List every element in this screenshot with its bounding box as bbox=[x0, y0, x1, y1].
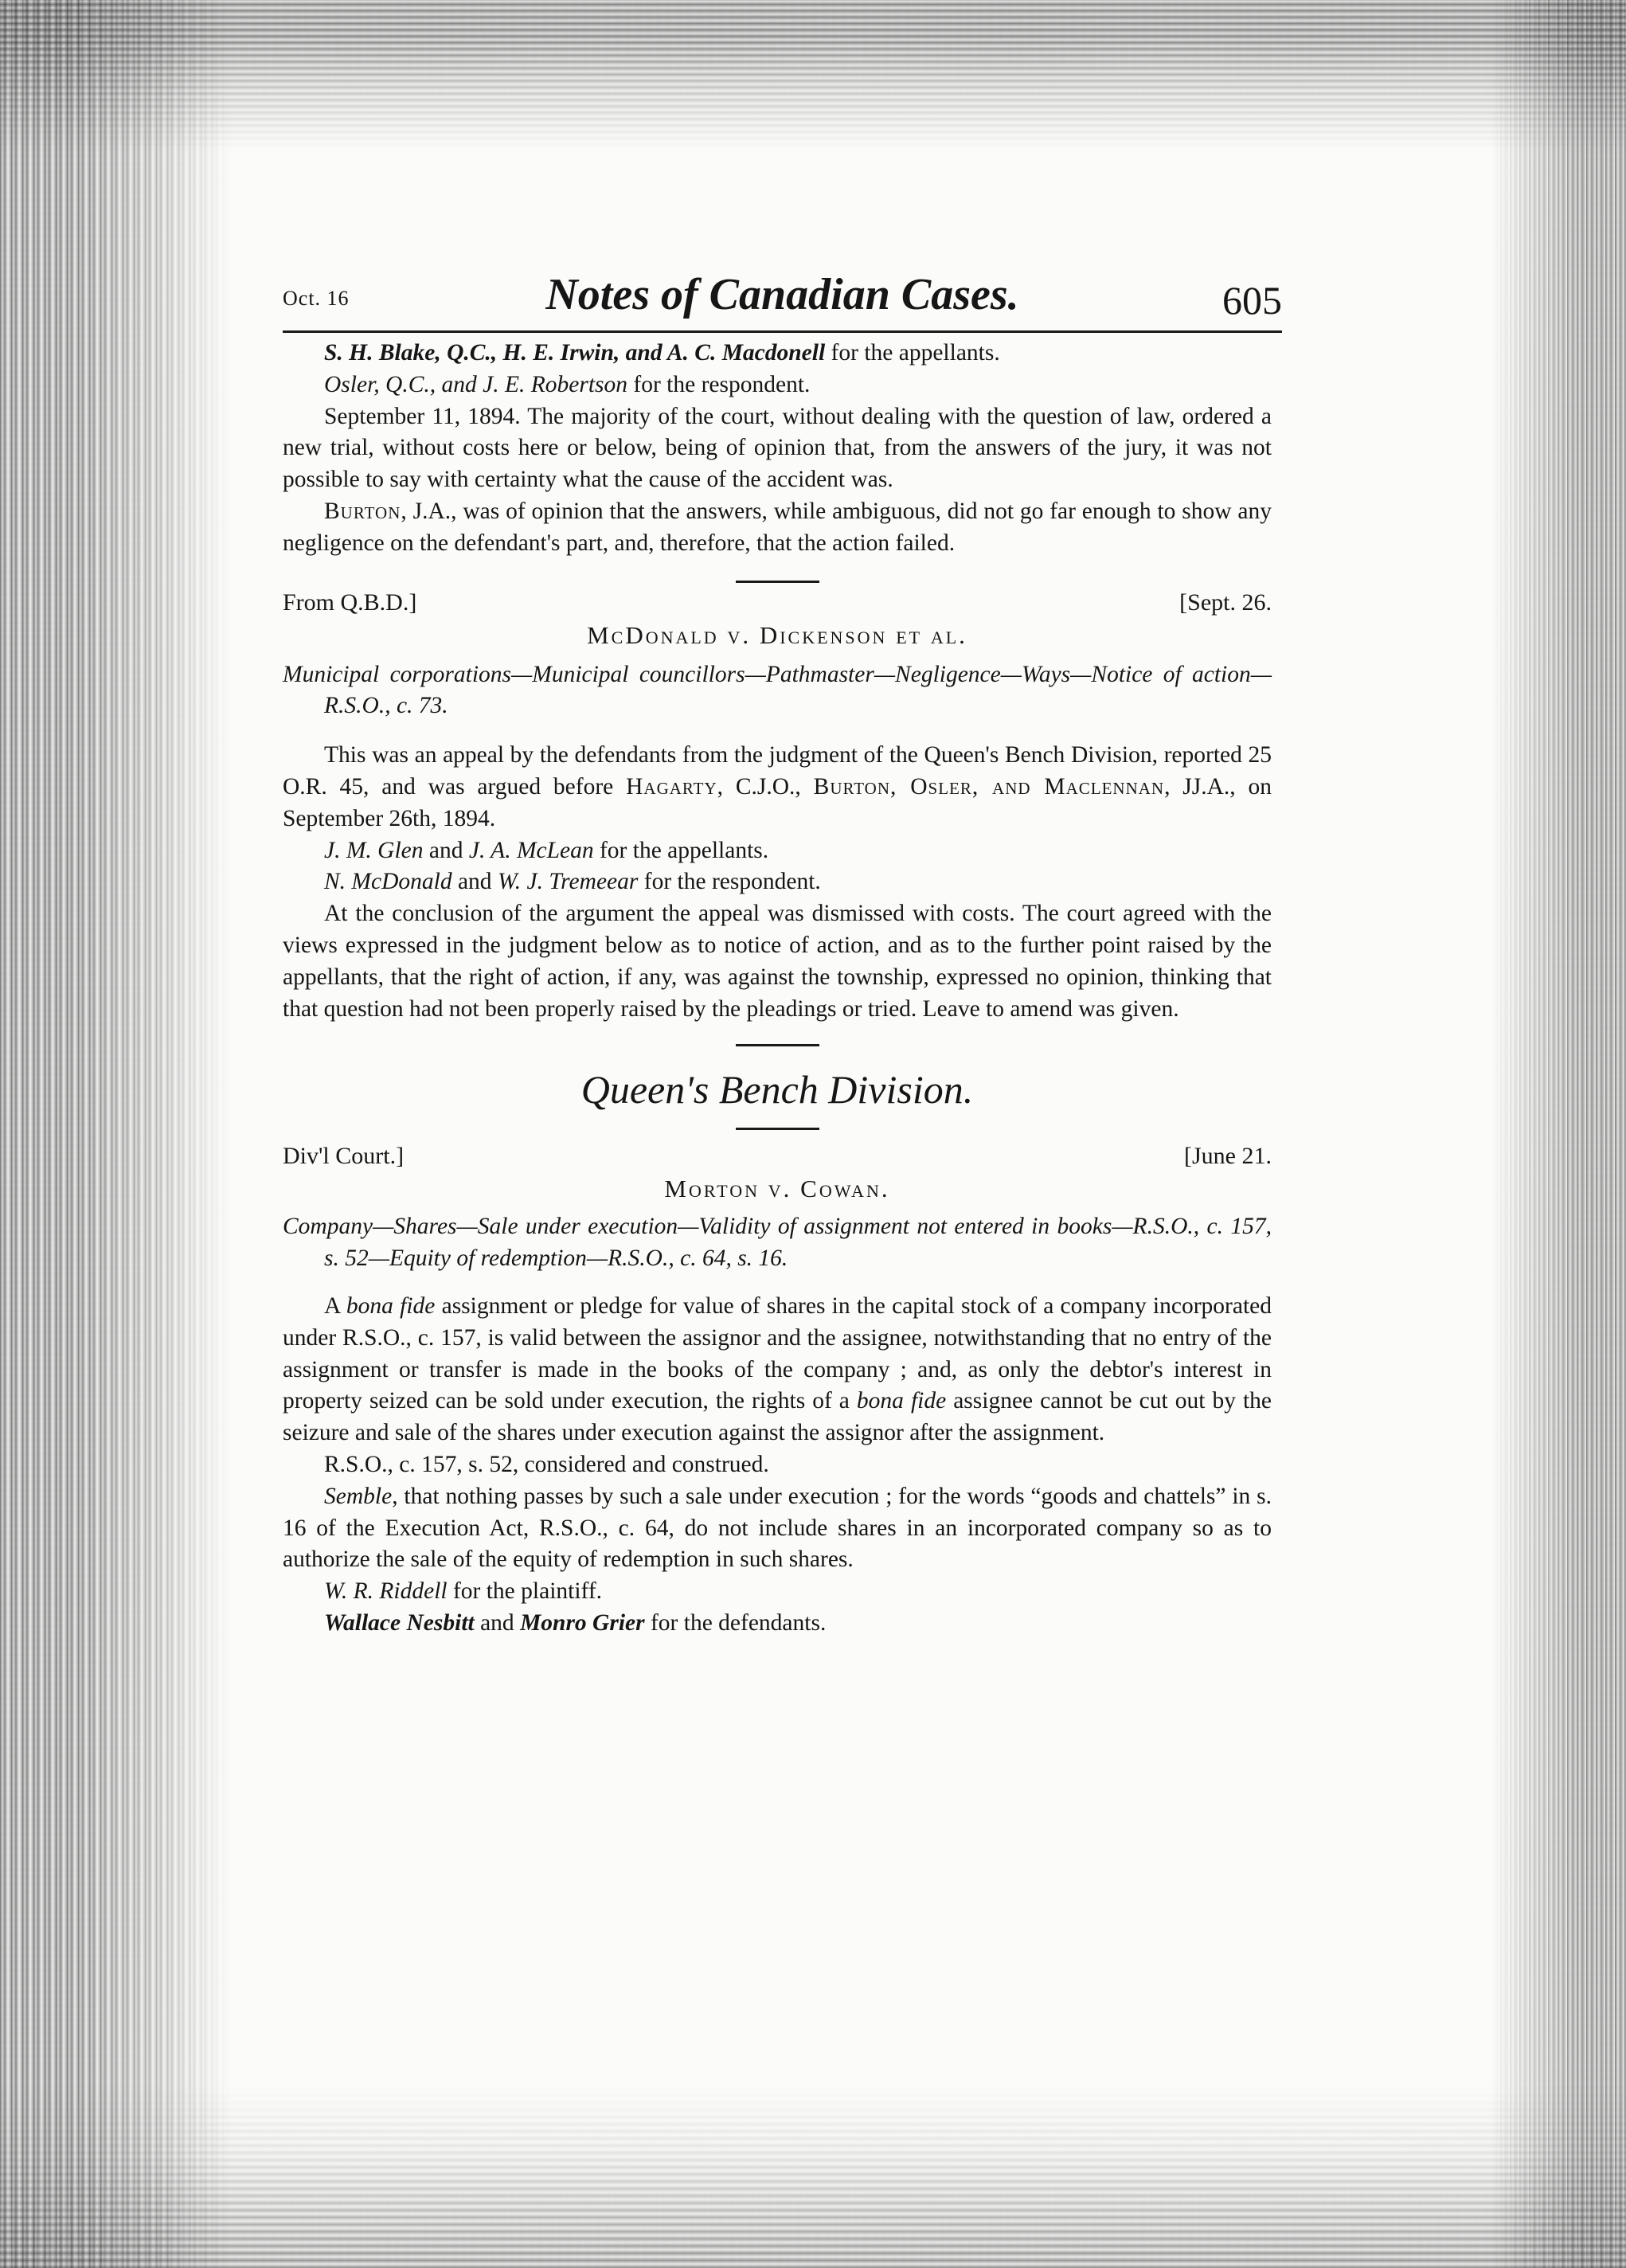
text: and bbox=[451, 869, 498, 895]
judge-name: Hagarty bbox=[626, 773, 717, 800]
counsel-suffix: for the appellants. bbox=[825, 340, 1000, 366]
case2-appeal-summary bbox=[283, 740, 1272, 835]
counsel-name: J. M. Glen bbox=[324, 837, 424, 863]
scan-shadow-top bbox=[0, 0, 1626, 151]
counsel-name: Wallace Nesbitt bbox=[324, 1609, 475, 1636]
decision-date: [Sept. 26. bbox=[1179, 589, 1272, 616]
header-title: Notes of Canadian Cases. bbox=[545, 270, 1019, 319]
counsel-name: W. R. Riddell bbox=[324, 1578, 448, 1605]
judge-name: Burton bbox=[324, 498, 401, 524]
counsel-names: S. H. Blake, Q.C., H. E. Irwin, and A. C. Macdonell bbox=[324, 340, 826, 366]
case-separator-rule bbox=[736, 581, 819, 583]
case1-judgment: September 11, 1894. The majority of the court, without dealing with the question of law, ordered a new trial, without costs here or below, being of opinion that, from the answers of the jury, it was not possible to say with certainty what the cause of the accident was. bbox=[283, 403, 1272, 493]
case2-title: McDonald v. Dickenson et al. bbox=[587, 620, 967, 649]
text: , JJ.A., on September 26th, 1894. bbox=[283, 773, 1272, 831]
text: for the respondent. bbox=[638, 869, 821, 895]
case2-headnote: Municipal corporations—Municipal councillors—Pathmaster—Negligence—Ways—Notice of action—R.S.O., c. 73. bbox=[283, 661, 1272, 719]
case3-headnote: Company—Shares—Sale under execution—Validity of assignment not entered in books—R.S.O., c. 157, s. 52—Equity of redemption—R.S.O., c. 64, s. 16. bbox=[283, 1214, 1272, 1272]
text: for the plaintiff. bbox=[447, 1578, 603, 1605]
case2-judgment: At the conclusion of the argument the appeal was dismissed with costs. The court agreed with the views expressed in the judgment below as to notice of action, and as to the further point raised by the appellants, that the right of action, if any, was against the township, expressed no opinion, thinking that that question had not been properly raised by the pleadings or tried. Leave to amend was given. bbox=[283, 901, 1272, 1022]
case3-title: Morton v. Cowan. bbox=[664, 1175, 890, 1203]
case2-dateline bbox=[283, 585, 1272, 618]
section-heading: Queen's Bench Division. bbox=[580, 1067, 974, 1112]
case3-holding bbox=[283, 1291, 1272, 1449]
text: , C.J.O., bbox=[717, 773, 814, 800]
header-rule bbox=[283, 330, 1282, 333]
case3-counsel-plaintiff bbox=[283, 1576, 1272, 1608]
court-from: Div'l Court.] bbox=[283, 1143, 405, 1170]
scan-shadow-left bbox=[0, 0, 231, 2268]
text: and bbox=[423, 837, 469, 863]
case3-semble bbox=[283, 1481, 1272, 1576]
case1-dissent bbox=[283, 496, 1272, 560]
text: for the appellants. bbox=[593, 837, 769, 863]
scan-shadow-right bbox=[1491, 0, 1626, 2268]
counsel-name: Monro Grier bbox=[520, 1609, 645, 1636]
text: , that nothing passes by such a sale under execution ; for the words “goods and chattels” in s. 16 of the Execution Act, R.S.O., c. 64, do not include shares in an incorporated company so as to authorize the sale of the equity of redemption in such shares. bbox=[283, 1483, 1272, 1573]
case1-counsel-appellants bbox=[283, 338, 1272, 370]
text: and bbox=[474, 1609, 521, 1636]
section-heading-rule bbox=[736, 1128, 819, 1130]
page-number: 605 bbox=[1222, 278, 1282, 323]
counsel-names: Osler, Q.C., and J. E. Robertson bbox=[324, 371, 628, 397]
text: for the defendants. bbox=[644, 1609, 827, 1636]
court-from: From Q.B.D.] bbox=[283, 589, 417, 616]
counsel-suffix: for the respondent. bbox=[627, 371, 811, 397]
header-date: Oct. 16 bbox=[283, 287, 350, 310]
text: assignment or pledge for value of shares in the capital stock of a company incorporated under R.S.O., c. 157, is valid between the assignor and the assignee, notwithstanding that no entry of the assignment or transfer is made in the books of the company ; and, as only the debtor's interest in property seized can be sold under execution, the rights of a bbox=[283, 1292, 1272, 1414]
page-body bbox=[283, 338, 1272, 1640]
case3-dateline bbox=[283, 1138, 1272, 1171]
dissent-text: , J.A., was of opinion that the answers, while ambiguous, did not go far enough to show any negligence on the defendant's part, and, therefore, that the action failed. bbox=[283, 498, 1272, 556]
running-header bbox=[283, 269, 1282, 327]
scan-shadow-bottom bbox=[0, 2085, 1626, 2268]
counsel-name: N. McDonald bbox=[324, 869, 452, 895]
case3-statute: R.S.O., c. 157, s. 52, considered and construed. bbox=[324, 1451, 769, 1477]
text: A bbox=[324, 1292, 346, 1319]
latin-term: bona fide bbox=[856, 1388, 947, 1414]
latin-term: bona fide bbox=[346, 1292, 436, 1319]
counsel-name: J. A. McLean bbox=[468, 837, 594, 863]
judge-names: Burton, Osler, and Maclennan bbox=[813, 773, 1165, 800]
case2-counsel-appellants bbox=[283, 835, 1272, 867]
counsel-name: W. J. Tremeear bbox=[497, 869, 639, 895]
text: This was an appeal by the defendants from the judgment of the Queen's Bench Division, reported 25 O.R. 45, and was argued before bbox=[283, 742, 1272, 800]
case1-counsel-respondent bbox=[283, 370, 1272, 401]
text: assignee cannot be cut out by the seizure and sale of the shares under execution against the assignor after the assignment. bbox=[283, 1388, 1272, 1446]
case3-counsel-defendants bbox=[283, 1608, 1272, 1640]
case2-counsel-respondent bbox=[283, 866, 1272, 898]
decision-date: [June 21. bbox=[1184, 1143, 1272, 1170]
latin-term: Semble bbox=[324, 1483, 393, 1509]
